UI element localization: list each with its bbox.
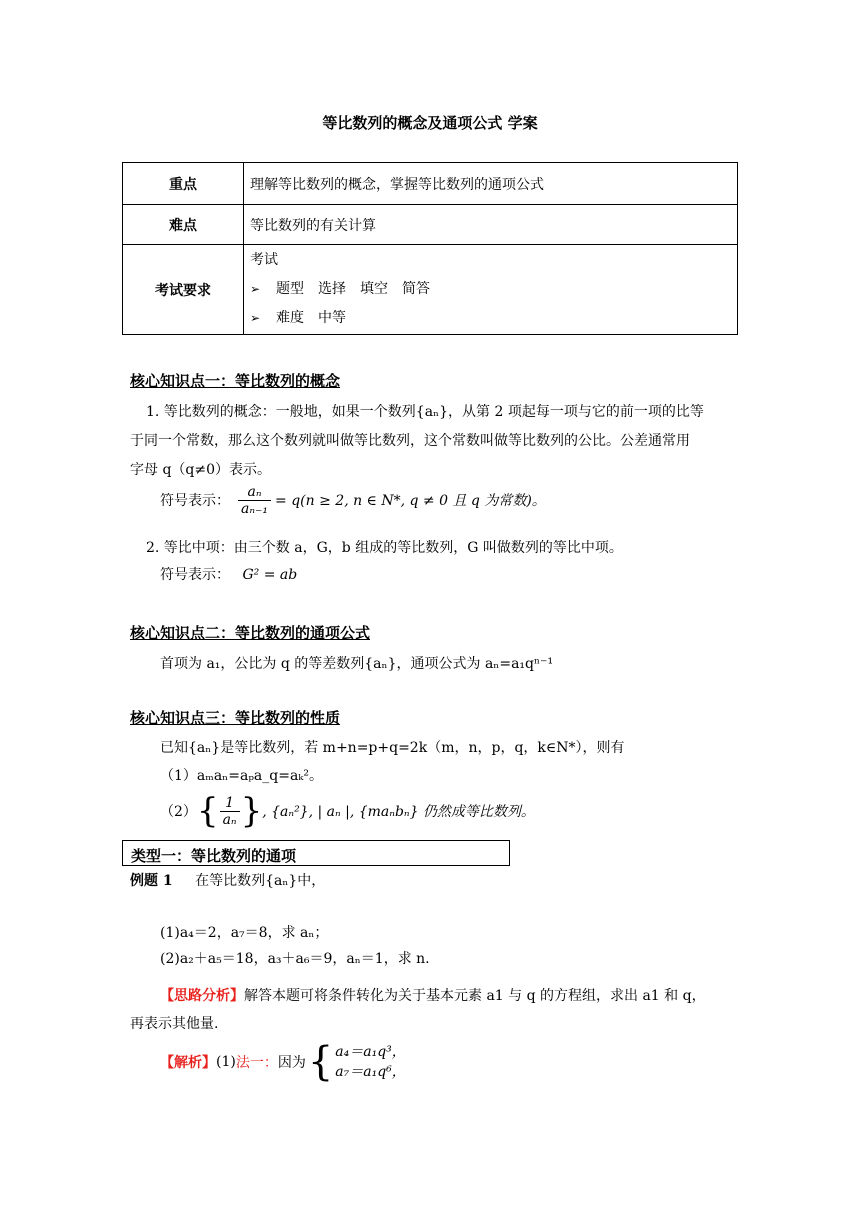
fraction: $\frac{\text{aₙ}}{\text{aₙ₋₁}}$ <box>238 484 271 517</box>
req-line: ➢ 题型 选择 填空 简答 <box>250 275 736 304</box>
table-value: 等比数列的有关计算 <box>244 205 738 245</box>
type-heading-box: 类型一：等比数列的通项 <box>122 840 510 866</box>
table-key: 难点 <box>123 205 244 245</box>
property-item: （2） { $\frac{1}{\text{aₙ}}$ } , {aₙ²}, | aₙ |, {maₙbₙ} 仍然成等比数列。 <box>160 791 535 831</box>
analysis-line: 再表示其他量. <box>130 1016 219 1032</box>
question-line: (2)a₂＋a₅＝18，a₃＋a₆＝9，aₙ＝1，求 n. <box>160 951 430 967</box>
analysis-line: 【思路分析】解答本题可将条件转化为关于基本元素 a1 与 q 的方程组，求出 a1 和 q， <box>160 988 706 1004</box>
example-title: 例题 1 在等比数列{aₙ}中， <box>130 873 326 889</box>
section-heading: 核心知识点一：等比数列的概念 <box>130 372 341 390</box>
symbol-formula: 符号表示： G² = ab <box>160 567 298 583</box>
table-value <box>244 245 738 335</box>
arrow-bullet-icon: ➢ <box>250 311 261 325</box>
paragraph-line: 2. 等比中项：由三个数 a，G，b 组成的等比数列，G 叫做数列的等比中项。 <box>146 540 623 556</box>
key-points-table <box>122 162 738 335</box>
section-heading: 核心知识点二：等比数列的通项公式 <box>130 624 371 642</box>
req-line: 考试 <box>250 252 278 268</box>
arrow-bullet-icon: ➢ <box>250 282 261 296</box>
paragraph-line: 已知{aₙ}是等比数列，若 m+n=p+q=2k（m，n，p，q，k∈N*），则有 <box>160 740 625 756</box>
req-line: ➢ 难度 中等 <box>250 304 736 333</box>
table-key: 重点 <box>123 163 244 205</box>
paragraph-line: 于同一个常数，那么这个数列就叫做等比数列，这个常数叫做等比数列的公比。公差通常用 <box>130 433 690 449</box>
paragraph-line: 1. 等比数列的概念：一般地，如果一个数列{aₙ}，从第 2 项起每一项与它的前一项的比等 <box>146 404 704 420</box>
property-item: （1）aₘaₙ=aₚa_q=aₖ²。 <box>160 768 324 784</box>
fraction: $\frac{1}{\text{aₙ}}$ <box>220 795 240 828</box>
solution-line: 【解析】 (1) 法一： 因为 { a₄＝a₁q³， a₇＝a₁q⁶， <box>160 1039 406 1085</box>
table-key: 考试要求 <box>123 245 244 335</box>
paragraph-line: 字母 q（q≠0）表示。 <box>130 462 272 478</box>
paragraph-line: 首项为 a₁，公比为 q 的等差数列{aₙ}，通项公式为 aₙ=a₁qⁿ⁻¹ <box>160 656 554 672</box>
table-value: 理解等比数列的概念，掌握等比数列的通项公式 <box>244 163 738 205</box>
symbol-formula: 符号表示： $\frac{\text{aₙ}}{\text{aₙ₋₁}}$ = q(n ≥ 2, n ∈ N*, q ≠ 0 且 q 为常数)。 <box>160 483 546 517</box>
question-line: (1)a₄＝2，a₇＝8，求 aₙ； <box>160 925 329 941</box>
page-title: 等比数列的概念及通项公式 学案 <box>322 114 538 132</box>
section-heading: 核心知识点三：等比数列的性质 <box>130 709 341 727</box>
